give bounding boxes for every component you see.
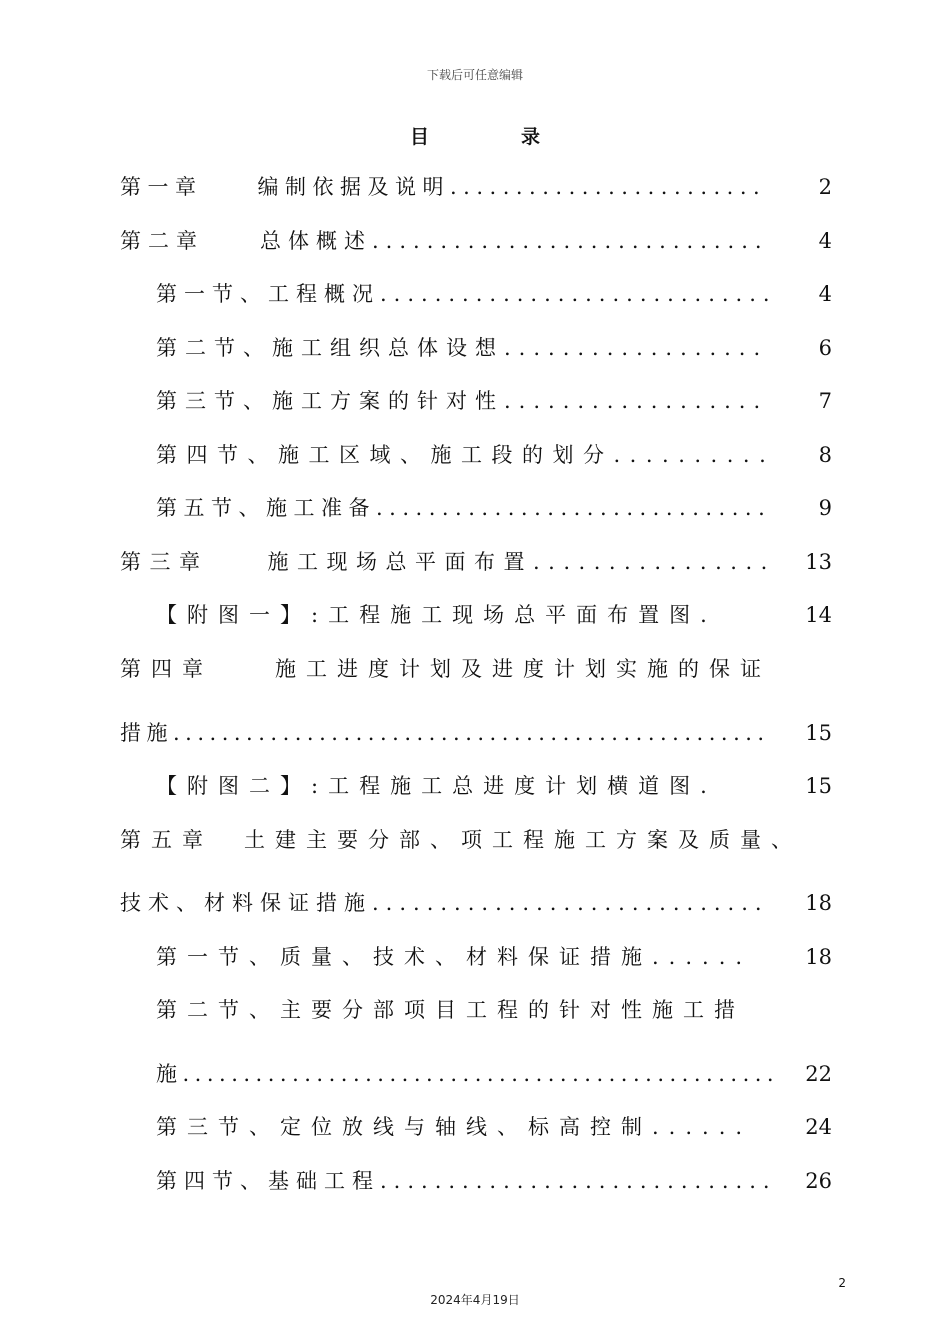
toc-entry[interactable] (120, 656, 771, 682)
toc-page: 9 (818, 496, 832, 520)
toc-text: 第四节、基础工程............................. (156, 1169, 777, 1193)
toc-entry[interactable] (156, 1061, 832, 1087)
toc-text: 第三节、定位放线与轴线、标高控制...... (156, 1115, 753, 1139)
toc-text: 第二节、主要分部项目工程的针对性施工措 (156, 998, 745, 1022)
toc-page: 15 (805, 774, 832, 798)
toc-text: 【附图二】:工程施工总进度计划横道图. (156, 774, 717, 798)
footer-date: 2024年4月19日 (430, 1293, 520, 1307)
toc-text: 第三节、施工方案的针对性.................. (156, 389, 769, 413)
toc-entry[interactable] (156, 773, 832, 799)
toc-page: 2 (818, 175, 832, 199)
toc-entry[interactable] (156, 1114, 832, 1140)
toc-page: 14 (805, 603, 832, 627)
toc-entry[interactable] (156, 442, 832, 468)
toc-text: 施................................................. (156, 1062, 780, 1086)
toc-text: 第一节、工程概况............................. (156, 282, 777, 306)
toc-text: 第四章 施工进度计划及进度计划实施的保证 (120, 657, 771, 681)
toc-page: 22 (805, 1062, 832, 1086)
toc-page: 6 (818, 336, 832, 360)
toc-entry[interactable] (156, 1168, 832, 1194)
toc-page: 15 (805, 721, 832, 745)
toc-text: 第四节、施工区域、施工段的划分.......... (156, 443, 776, 467)
toc-entry[interactable] (156, 602, 832, 628)
toc-entry[interactable] (120, 720, 832, 746)
title-char-2: 录 (521, 126, 541, 148)
toc-page: 4 (818, 229, 832, 253)
toc-entry[interactable] (120, 549, 832, 575)
toc-entry[interactable] (120, 890, 832, 916)
toc-text: 第一节、质量、技术、材料保证措施...... (156, 945, 753, 969)
toc-text: 第三章 施工现场总平面布置................ (120, 550, 776, 574)
toc-text: 第一章 编制依据及说明........................ (120, 175, 767, 199)
toc-text: 【附图一】:工程施工现场总平面布置图. (156, 603, 717, 627)
toc-text: 第二节、施工组织总体设想.................. (156, 336, 769, 360)
toc-entry[interactable] (120, 228, 832, 254)
toc-entry[interactable] (120, 827, 802, 853)
page-header: 下载后可任意编辑 (426, 68, 523, 82)
toc-text: 技术、材料保证措施............................. (120, 891, 769, 915)
toc-page: 13 (805, 550, 832, 574)
toc-page: 18 (805, 891, 832, 915)
page-number: 2 (838, 1276, 846, 1290)
toc-entry[interactable] (156, 495, 832, 521)
toc-entry[interactable] (156, 335, 832, 361)
toc-text: 第五节、施工准备.............................. (156, 496, 772, 520)
title-char-1: 目 (409, 126, 429, 148)
toc-entry[interactable] (156, 388, 832, 414)
toc-entry[interactable] (120, 174, 832, 200)
toc-page: 24 (805, 1115, 832, 1139)
toc-text: 第二章 总体概述............................. (120, 229, 769, 253)
toc-entry[interactable] (156, 281, 832, 307)
toc-entry[interactable] (156, 997, 745, 1023)
toc-text: 第五章 土建主要分部、项工程施工方案及质量、 (120, 828, 802, 852)
page-title (0, 122, 950, 149)
toc-page: 26 (805, 1169, 832, 1193)
toc-page: 8 (818, 443, 832, 467)
toc-entry[interactable] (156, 944, 832, 970)
toc-page: 7 (818, 389, 832, 413)
toc-page: 4 (818, 282, 832, 306)
toc-page: 18 (805, 945, 832, 969)
toc-text: 措施................................................. (120, 721, 770, 745)
